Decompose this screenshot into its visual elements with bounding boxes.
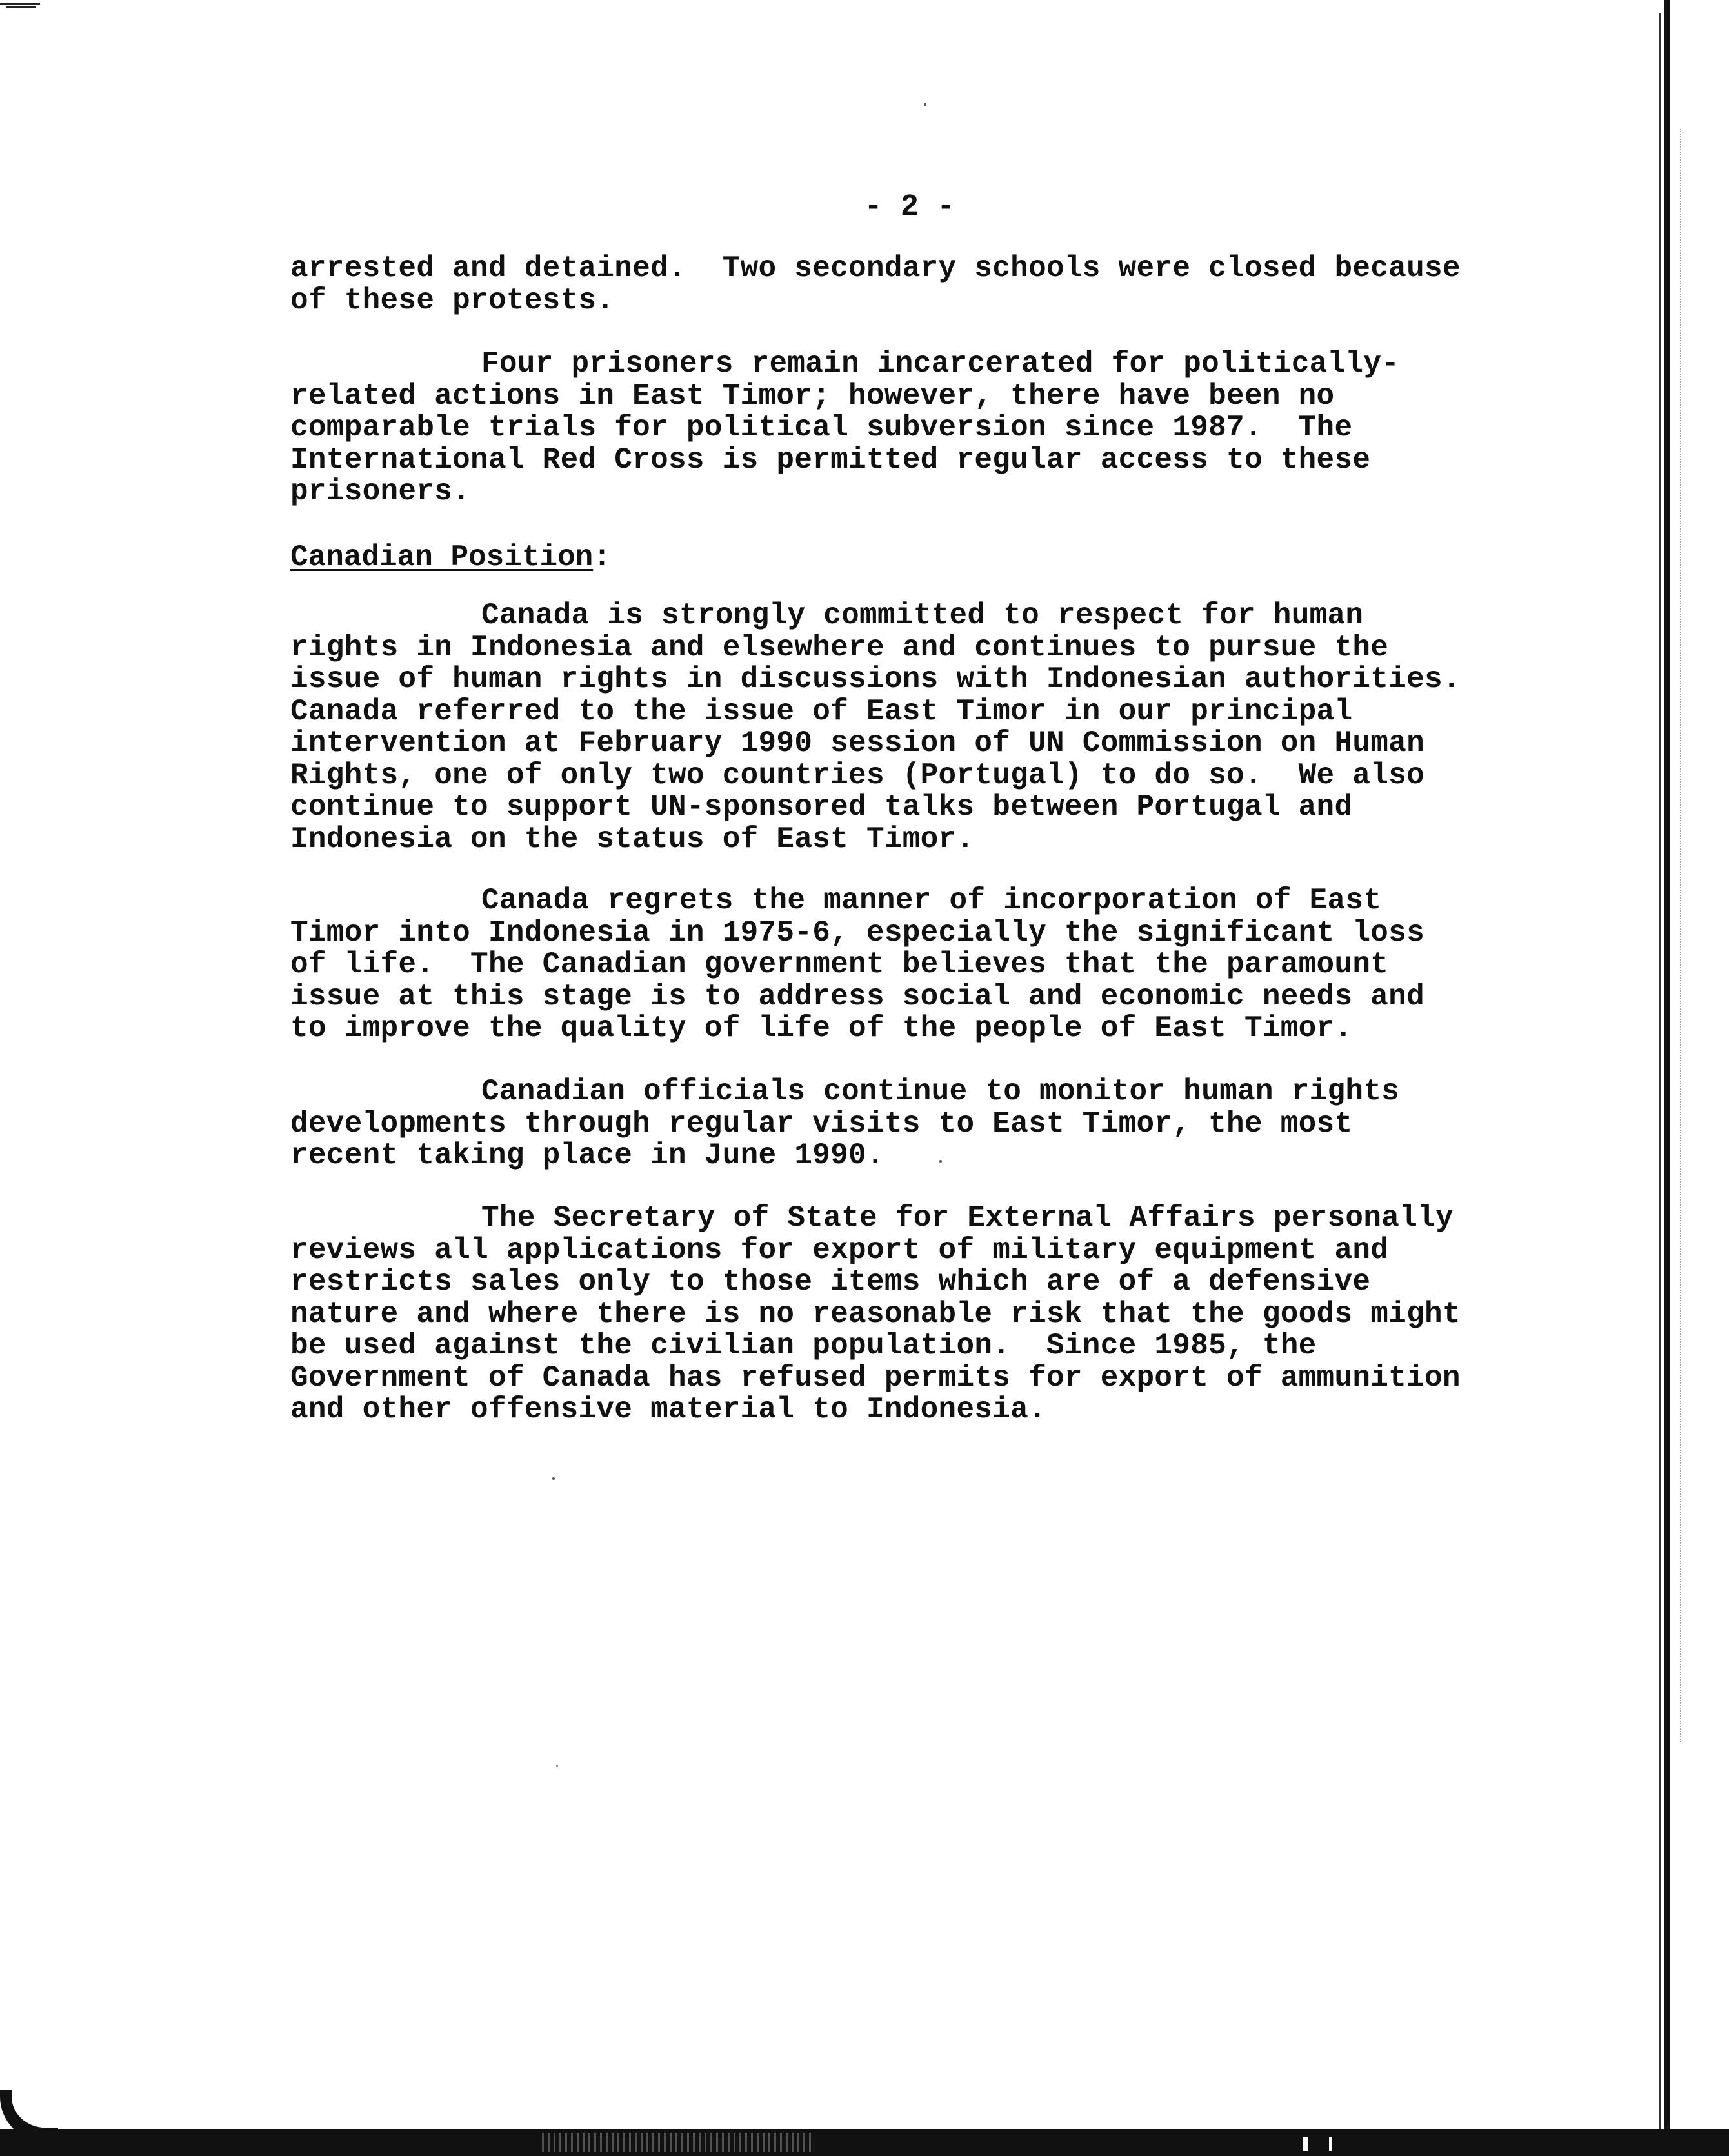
section-heading: [290, 541, 611, 574]
text-line: of life. The Canadian government believes that the paramount: [290, 948, 1389, 981]
text-line: International Red Cross is permitted regular access to these: [290, 443, 1371, 477]
section-heading-text: Canadian Position: [290, 541, 594, 574]
scan-right-border: [1659, 0, 1675, 2156]
scan-speck: [924, 103, 926, 106]
paragraph-officials: [290, 1076, 1581, 1172]
scan-corner-mark: [0, 3, 40, 9]
text-line: comparable trials for political subversion since 1987. The: [290, 411, 1353, 444]
section-heading-colon: :: [593, 541, 611, 574]
text-line: issue of human rights in discussions with Indonesian authorities.: [290, 663, 1461, 696]
text-line: The Secretary of State for External Affairs personally: [481, 1201, 1454, 1235]
text-line: be used against the civilian population. Since 1985, the: [290, 1329, 1317, 1362]
text-line: Canada is strongly committed to respect for human: [481, 599, 1364, 632]
text-line: Timor into Indonesia in 1975-6, especially the significant loss: [290, 915, 1424, 950]
text-line: Four prisoners remain incarcerated for politically-: [481, 347, 1400, 381]
scan-bottom-band: [0, 2129, 1729, 2156]
scan-edge-dots: [1680, 129, 1684, 1742]
text-line: of these protests.: [290, 283, 615, 317]
paragraph-prisoners: [290, 348, 1581, 508]
paragraph-commitment: [290, 600, 1581, 855]
text-line: Rights, one of only two countries (Portugal) to do so. We also: [290, 758, 1424, 792]
text-line: continue to support UN-sponsored talks between Portugal and: [290, 790, 1353, 824]
text-line: rights in Indonesia and elsewhere and continues to pursue the: [290, 630, 1389, 664]
text-line: developments through regular visits to East Timor, the most: [290, 1106, 1353, 1141]
text-line: and other offensive material to Indonesia.: [290, 1393, 1046, 1426]
paragraph-exports: [290, 1203, 1581, 1426]
paragraph-continuation: [290, 253, 1581, 317]
text-line: Government of Canada has refused permits for export of ammunition: [290, 1361, 1461, 1395]
scan-speck: [552, 1477, 555, 1480]
text-line: recent taking place in June 1990.: [290, 1139, 884, 1172]
paragraph-regrets: [290, 885, 1581, 1045]
text-line: issue at this stage is to address social and economic needs and: [290, 979, 1424, 1013]
scan-bottom-marks: [1264, 2134, 1342, 2152]
text-line: to improve the quality of life of the people of East Timor.: [290, 1012, 1353, 1045]
text-line: reviews all applications for export of military equipment and: [290, 1233, 1389, 1267]
text-line: restricts sales only to those items which are of a defensive: [290, 1265, 1371, 1299]
text-line: Canada referred to the issue of East Timor in our principal: [290, 694, 1353, 728]
text-line: related actions in East Timor; however, there have been no: [290, 379, 1335, 413]
text-line: prisoners.: [290, 475, 471, 508]
scan-bottom-noise: [542, 2133, 813, 2152]
page-number: - 2 -: [864, 190, 955, 225]
text-line: Indonesia on the status of East Timor.: [290, 822, 975, 856]
scan-speck: [556, 1765, 558, 1767]
text-line: Canada regrets the manner of incorporation of East: [481, 884, 1382, 917]
text-line: arrested and detained. Two secondary schools were closed because: [290, 252, 1461, 285]
text-line: Canadian officials continue to monitor human rights: [481, 1075, 1400, 1108]
text-line: nature and where there is no reasonable risk that the goods might: [290, 1297, 1461, 1331]
text-line: intervention at February 1990 session of UN Commission on Human: [290, 726, 1424, 760]
